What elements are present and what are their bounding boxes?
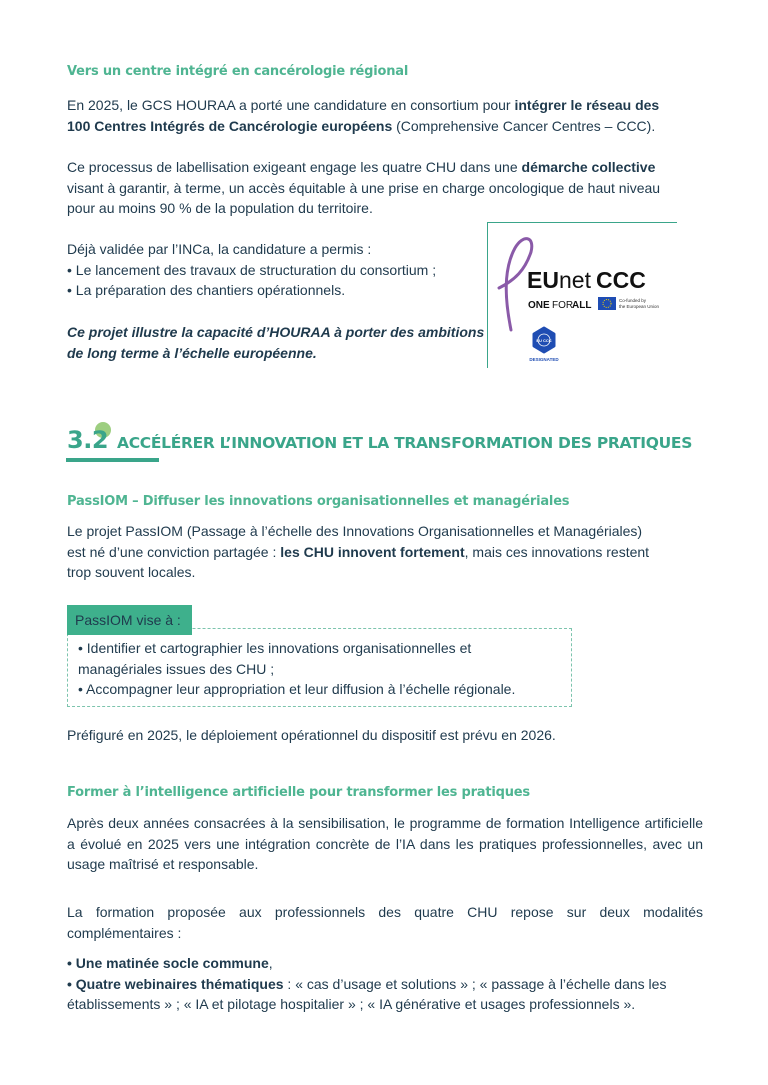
text: pour au moins 90 % de la population du territoire. [67, 200, 373, 216]
brand-eu: EU [527, 267, 559, 293]
subheading-passiom: PassIOM – Diffuser les innovations organisationnelles et managériales [67, 494, 570, 509]
paragraph-passiom-deployment: Préfiguré en 2025, le déploiement opérationnel du dispositif est prévu en 2026. [67, 727, 556, 743]
oneforall-one: ONE [528, 300, 550, 311]
text: , mais ces innovations restent [464, 543, 650, 560]
text: : « cas d’usage et solutions » ; « passage à l’échelle dans les établissements » ; « IA et pilotage hospitalier » ; « IA générative et usages professionnels ». [67, 975, 667, 1012]
text: Déjà validée par l’INCa, la candidature a permis : [67, 241, 372, 257]
text: est né d’une conviction partagée : [67, 543, 281, 560]
list-item: • La préparation des chantiers opérationnels. [67, 282, 346, 298]
paragraph-ccc-process [67, 157, 707, 219]
list-item: managériales issues des CHU ; [78, 660, 275, 677]
text: visant à garantir, à terme, un accès équitable à une prise en charge oncologique de haut niveau [67, 179, 661, 196]
list-item: • Accompagner leur appropriation et leur diffusion à l’échelle régionale. [78, 681, 516, 697]
text: , [268, 955, 273, 971]
text: trop souvent locales. [67, 564, 196, 580]
eu-flag-icon [598, 297, 616, 310]
bold-text: les CHU innovent fortement [280, 543, 465, 560]
cofunded-line1: Co-funded by [619, 298, 647, 303]
section-underline [66, 458, 159, 462]
bold-text: • Une matinée socle commune [67, 955, 269, 971]
conclusion-ccc [67, 322, 487, 363]
designated-label: DESIGNATED [529, 357, 559, 362]
paragraph-passiom-intro [67, 521, 707, 583]
list-item: • Le lancement des travaux de structuration du consortium ; [67, 261, 437, 278]
ia-list [67, 953, 707, 1015]
paragraph-ia-intro: Après deux années consacrées à la sensibilisation, le programme de formation Intelligence artificielle a évolué en 2025 vers une intégration concrète de l’IA dans les pratiques professionnelles, avec un usage maîtrisé et responsable. [67, 815, 703, 872]
list-item: • Identifier et cartographier les innovations organisationnelles et [78, 640, 472, 656]
oneforall-for: FOR [552, 300, 574, 311]
passiom-callout-list [78, 638, 568, 700]
text: Le projet PassIOM (Passage à l’échelle des Innovations Organisationnelles et Managériales) [67, 523, 643, 539]
brand-net: net [559, 267, 591, 293]
section-title: ACCÉLÉRER L’INNOVATION ET LA TRANSFORMATION DES PRATIQUES [117, 434, 693, 452]
text: Ce projet illustre la capacité d’HOURAA à porter des ambitions [67, 324, 485, 340]
bold-text: démarche collective [521, 159, 656, 175]
bold-text: • Quatre webinaires thématiques [67, 975, 284, 992]
text: Ce processus de labellisation exigeant engage les quatre CHU dans une [67, 159, 522, 175]
paragraph-ccc-results [67, 239, 487, 301]
section-number: 3.2 [67, 426, 109, 454]
text: (Comprehensive Cancer Centres – CCC). [392, 117, 656, 134]
badge-text: EU CCC [536, 338, 552, 343]
cofunded-line2: the European Union [619, 304, 660, 309]
brand-ccc: CCC [596, 267, 646, 293]
subheading-ccc: Vers un centre intégré en cancérologie régional [67, 64, 409, 79]
paragraph-ccc-intro [67, 95, 707, 136]
bold-text: 100 Centres Intégrés de Cancérologie européens [67, 117, 393, 134]
text: En 2025, le GCS HOURAA a porté une candidature en consortium pour [67, 97, 515, 113]
oneforall-all: ALL [572, 300, 592, 311]
eunetccc-logo [495, 230, 685, 370]
subheading-ia: Former à l’intelligence artificielle pour transformer les pratiques [67, 785, 530, 800]
bold-text: intégrer le réseau des [514, 97, 660, 113]
passiom-callout-label: PassIOM vise à : [75, 612, 181, 628]
paragraph-ia-formation: La formation proposée aux professionnels des quatre CHU repose sur deux modalités complémentaires : [67, 904, 703, 941]
text: de long terme à l’échelle européenne. [67, 344, 317, 361]
